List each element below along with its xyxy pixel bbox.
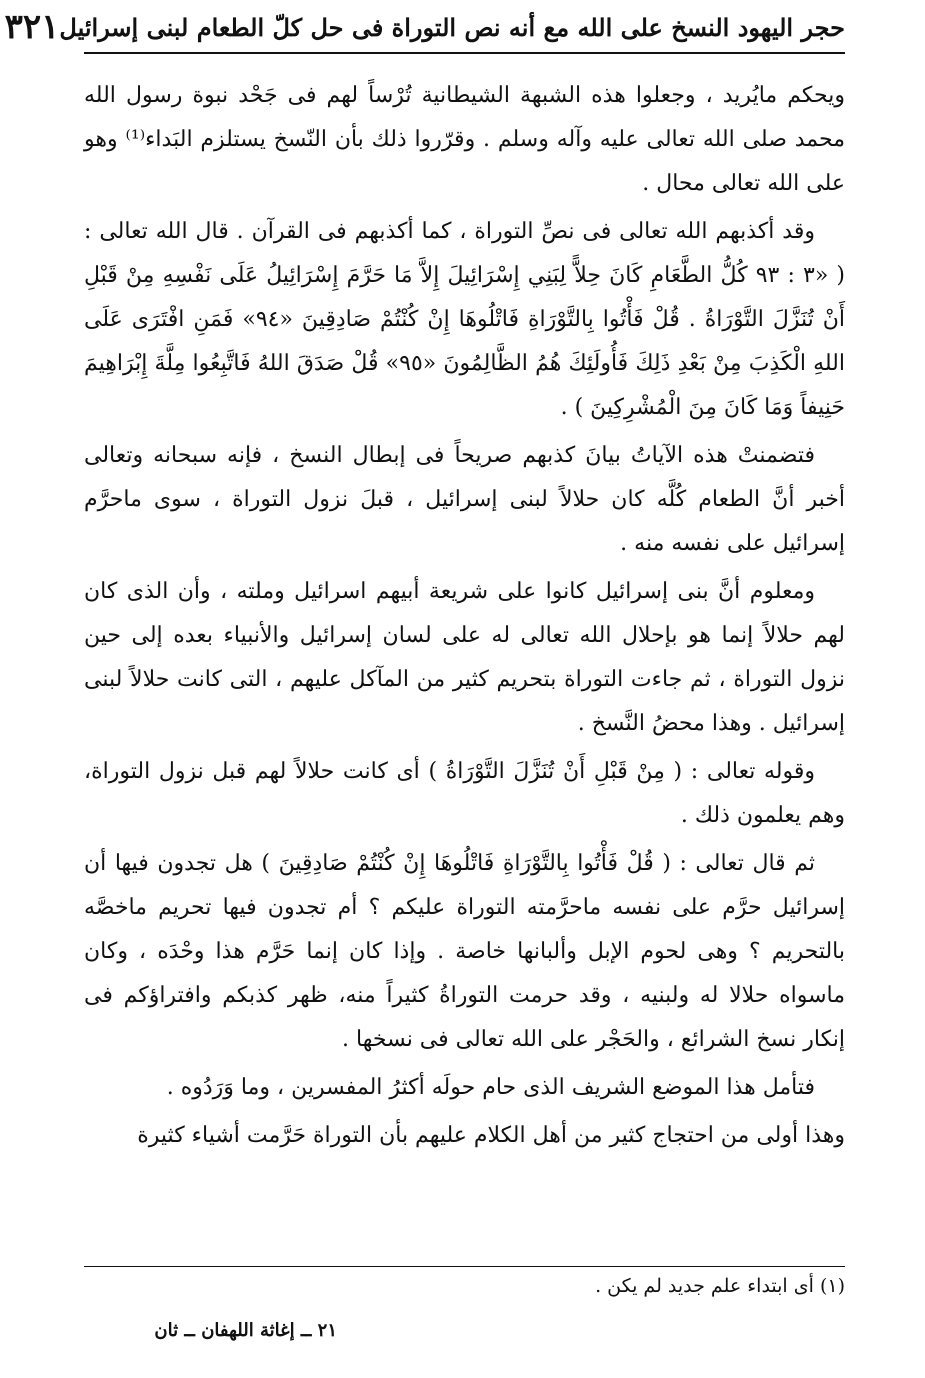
paragraph-1: ويحكم مايُريد ، وجعلوا هذه الشبهة الشيطانية تُرْساً لهم فى جَحْد نبوة رسول الله محمد صلى الله تعالى عليه وآله وسلم . وقرّروا ذلك بأن النّسخ يستلزم البَداء⁽¹⁾ وهو على الله تعالى محال . — [84, 83, 845, 196]
paragraph-4: ومعلوم أنَّ بنى إسرائيل كانوا على شريعة أبيهم اسرائيل وملته ، وأن الذى كان لهم حلالاً إنما هو بإحلال الله تعالى له على لسان إسرائيل والأنبياء بعده إلى حين نزول التوراة ، ثم جاءت التوراة بتحريم كثير من المآكل عليهم ، التى كانت حلالاً لبنى إسرائيل . وهذا محضُ النَّسخ . — [84, 579, 845, 736]
paragraph-2-quran-verse: وقد أكذبهم الله تعالى فى نصِّ التوراة ، كما أكذبهم فى القرآن . قال الله تعالى : ( «٣ : ٩٣ كُلُّ الطَّعَامِ كَانَ حِلاًّ لِبَنِي إِسْرَائِيلَ إِلاَّ مَا حَرَّمَ إِسْرَائِيلُ عَلَى نَفْسِهِ مِنْ قَبْلِ أَنْ تُنَزَّلَ التَّوْرَاةُ . قُلْ فَأْتُوا بِالتَّوْرَاةِ فَاتْلُوهَا إِنْ كُنْتُمْ صَادِقِينَ «٩٤» فَمَنِ افْتَرَى عَلَى اللهِ الْكَذِبَ مِنْ بَعْدِ ذَلِكَ فَأُولَئِكَ هُمُ الظَّالِمُونَ «٩٥» قُلْ صَدَقَ اللهُ فَاتَّبِعُوا مِلَّةَ إِبْرَاهِيمَ حَنِيفاً وَمَا كَانَ مِنَ الْمُشْرِكِينَ ) . — [84, 219, 846, 420]
paragraph-8: وهذا أولى من احتجاج كثير من أهل الكلام عليهم بأن التوراة حَرَّمت أشياء كثيرة — [137, 1123, 845, 1148]
body-text — [84, 74, 845, 1162]
running-title: حجر اليهود النسخ على الله مع أنه نص التوراة فى حل كلّ الطعام لبنى إسرائيل — [59, 12, 845, 42]
signature-mark: ٢١ ــ إغاثة اللهفان ــ ثان — [154, 1320, 337, 1341]
paragraph-5: وقوله تعالى : ( مِنْ قَبْلِ أَنْ تُنَزَّلَ التَّوْرَاةُ ) أى كانت حلالاً لهم قبل نزول التوراة، وهم يعلمون ذلك . — [84, 759, 845, 828]
paragraph-3: فتضمنتْ هذه الآياتُ بيانَ كذبهم صريحاً فى إبطال النسخ ، فإنه سبحانه وتعالى أخبر أنَّ الطعام كُلَّه كان حلالاً لبنى إسرائيل ، قبلَ نزول التوراة ، سوى ماحرَّم إسرائيل على نفسه منه . — [84, 443, 845, 556]
footnote: (١) أى ابتداء علم جديد لم يكن . — [595, 1275, 845, 1297]
page-number: ٣٢١ — [4, 7, 60, 47]
paragraph-7: فتأمل هذا الموضع الشريف الذى حام حولَه أكثرُ المفسرين ، وما وَرَدُوه . — [166, 1075, 815, 1100]
page-header — [4, 2, 845, 54]
paragraph-6: ثم قال تعالى : ( قُلْ فَأْتُوا بِالتَّوْرَاةِ فَاتْلُوهَا إِنْ كُنْتُمْ صَادِقِينَ ) هل تجدون فيها أن إسرائيل حرَّم على نفسه ماحرَّمته التوراة عليكم ؟ أم تجدون فيها تحريم ماخصَّه بالتحريم ؟ وهى لحوم الإبل وألبانها خاصة . وإذا كان إنما حَرَّم هذا وحْدَه ، وكان ماسواه حلالا له ولبنيه ، وقد حرمت التوراةُ كثيراً منه، ظهر كذبكم وافتراؤكم فى إنكار نسخ الشرائع ، والحَجْر على الله تعالى فى نسخها . — [84, 851, 845, 1052]
footnote-rule — [84, 1266, 845, 1267]
